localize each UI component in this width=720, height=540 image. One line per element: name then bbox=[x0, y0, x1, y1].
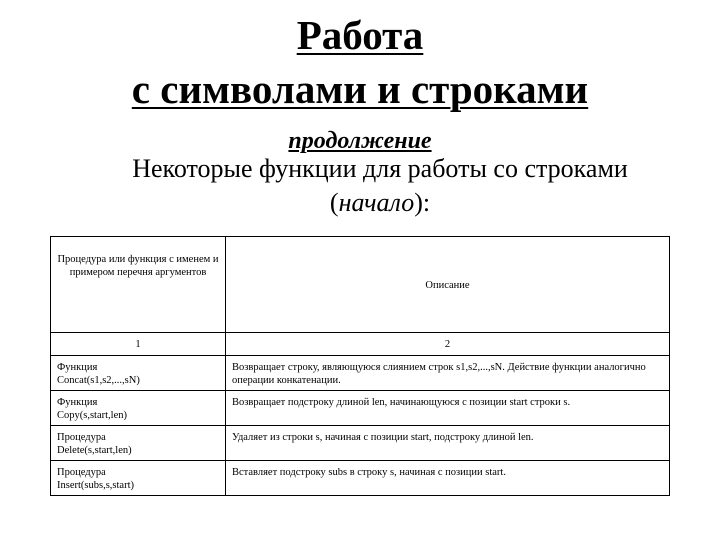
table-row bbox=[51, 426, 670, 461]
row-function: Copy(s,start,len) bbox=[57, 410, 127, 421]
column-number-1: 1 bbox=[51, 333, 226, 356]
intro-main: Некоторые функции для работы со строками ( bbox=[132, 154, 628, 217]
row-description: Вставляет подстроку subs в строку s, начиная с позиции start. bbox=[226, 461, 670, 496]
table-row bbox=[51, 356, 670, 391]
header-procedure: Процедура или функция с именем и примером перечня аргументов bbox=[51, 237, 226, 333]
row-kind: Функция bbox=[57, 397, 98, 408]
intro-suffix: ): bbox=[414, 188, 431, 217]
row-signature bbox=[51, 391, 226, 426]
row-signature bbox=[51, 356, 226, 391]
row-kind: Процедура bbox=[57, 467, 106, 478]
row-function: Insert(subs,s,start) bbox=[57, 480, 134, 491]
column-number-2: 2 bbox=[226, 333, 670, 356]
title-line-2: с символами и строками bbox=[131, 66, 589, 112]
intro-text bbox=[100, 152, 660, 220]
row-kind: Функция bbox=[57, 362, 98, 373]
table-number-row bbox=[51, 333, 670, 356]
row-description: Возвращает подстроку длиной len, начинающуюся с позиции start строки s. bbox=[226, 391, 670, 426]
row-kind: Процедура bbox=[57, 432, 106, 443]
intro-italic: начало bbox=[338, 188, 415, 217]
row-signature bbox=[51, 426, 226, 461]
row-signature bbox=[51, 461, 226, 496]
row-function: Concat(s1,s2,...,sN) bbox=[57, 375, 140, 386]
functions-table bbox=[50, 236, 670, 496]
header-description: Описание bbox=[226, 237, 670, 333]
row-description: Удаляет из строки s, начиная с позиции start, подстроку длиной len. bbox=[226, 426, 670, 461]
row-description: Возвращает строку, являющуюся слиянием строк s1,s2,...,sN. Действие функции аналогично операции конкатенации. bbox=[226, 356, 670, 391]
table-header-row bbox=[51, 237, 670, 333]
table-row bbox=[51, 461, 670, 496]
title-line-1: Работа bbox=[296, 12, 424, 58]
row-function: Delete(s,start,len) bbox=[57, 445, 132, 456]
table-row bbox=[51, 391, 670, 426]
page-title bbox=[0, 8, 720, 116]
subtitle: продолжение bbox=[288, 128, 432, 154]
